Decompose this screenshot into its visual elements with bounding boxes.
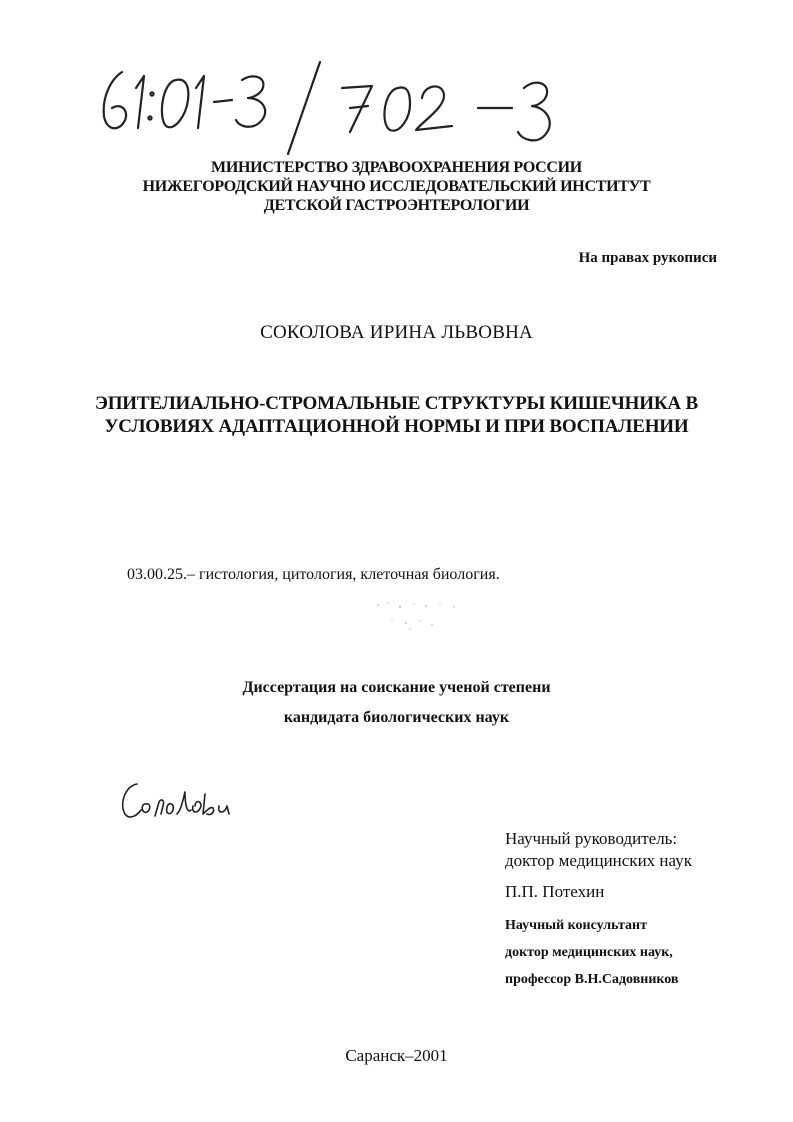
city-year: Саранск–2001 <box>345 1046 448 1065</box>
handwritten-archive-number <box>92 58 562 158</box>
supervisor-block <box>505 828 692 993</box>
consultant-name: профессор В.Н.Садовников <box>505 972 679 987</box>
consultant-degree: доктор медицинских наук, <box>505 945 673 960</box>
manuscript-rights-note: На правах рукописи <box>578 250 717 266</box>
supervisor-degree: доктор медицинских наук <box>505 851 692 870</box>
department-line: ДЕТСКОЙ ГАСТРОЭНТЕРОЛОГИИ <box>263 197 530 214</box>
faded-stamp-mark <box>370 595 470 635</box>
specialty-code: 03.00.25.– гистология, цитология, клеточная биология. <box>127 566 500 583</box>
faded-stamp-drawing <box>370 595 470 635</box>
handwritten-number-drawing <box>92 58 562 158</box>
supervisor-role: Научный руководитель: <box>505 829 678 848</box>
ministry-line: МИНИСТЕРСТВО ЗДРАВООХРАНЕНИЯ РОССИИ <box>211 159 582 176</box>
ministry-header <box>0 158 793 215</box>
title-line: УСЛОВИЯХ АДАПТАЦИОННОЙ НОРМЫ И ПРИ ВОСПАЛЕНИИ <box>104 416 689 437</box>
degree-line: Диссертация на соискание ученой степени <box>242 679 551 696</box>
author-signature <box>115 770 245 830</box>
title-line: ЭПИТЕЛИАЛЬНО-СТРОМАЛЬНЫЕ СТРУКТУРЫ КИШЕЧНИКА В <box>95 393 698 414</box>
degree-line: кандидата биологических наук <box>283 709 510 726</box>
consultant-role: Научный консультант <box>505 918 647 933</box>
signature-drawing <box>115 770 245 830</box>
degree-statement <box>0 673 793 733</box>
dissertation-title <box>0 392 793 438</box>
author-name: СОКОЛОВА ИРИНА ЛЬВОВНА <box>260 322 533 343</box>
supervisor-name: П.П. Потехин <box>505 882 605 901</box>
institute-line: НИЖЕГОРОДСКИЙ НАУЧНО ИССЛЕДОВАТЕЛЬСКИЙ ИНСТИТУТ <box>142 178 651 195</box>
